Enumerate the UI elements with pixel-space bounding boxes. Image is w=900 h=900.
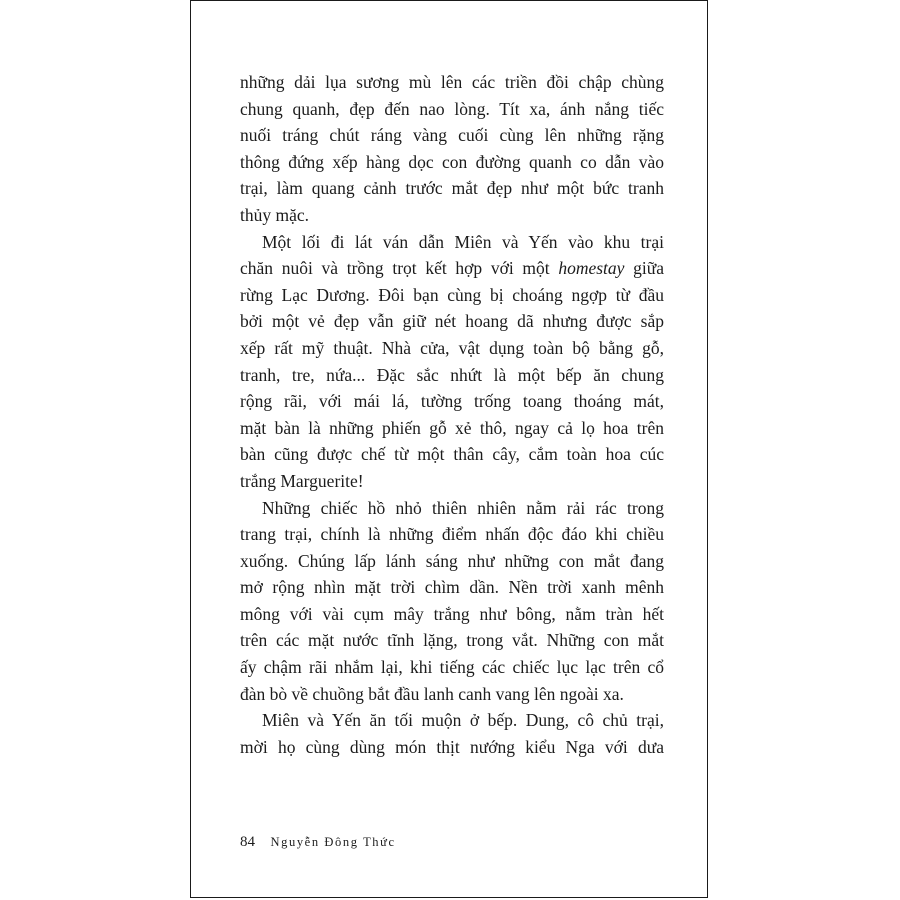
text-line: mặt bàn là những phiến gỗ xẻ thô, ngay cả lọ hoa trên	[240, 417, 664, 438]
text-line: thủy mặc.	[240, 204, 310, 225]
text-line: những dải lụa sương mù lên các triền đồi chập chùng	[240, 72, 664, 92]
body-text	[240, 69, 664, 760]
text-line: mời họ cùng dùng món thịt nướng kiểu Nga với dưa	[240, 736, 664, 757]
text-line: mở rộng nhìn mặt trời chìm dần. Nền trời xanh mênh	[240, 577, 664, 598]
text-line: bởi một vẻ đẹp vẫn giữ nét hoang dã nhưng được sắp	[240, 311, 664, 332]
text-line: trang trại, chính là những điểm nhấn độc đáo khi chiều	[240, 524, 664, 545]
text-line: chăn nuôi và trồng trọt kết hợp với một homestay giữa	[240, 258, 664, 279]
page-footer	[240, 834, 396, 851]
text-line: đàn bò về chuồng bắt đầu lanh canh vang lên ngoài xa.	[240, 683, 624, 704]
page-number: 84	[240, 834, 255, 850]
text-line: thông đứng xếp hàng dọc con đường quanh co dẫn vào	[240, 151, 664, 172]
paragraph	[240, 495, 664, 708]
book-page	[190, 0, 708, 898]
text-line: Một lối đi lát ván dẫn Miên và Yến vào khu trại	[262, 231, 664, 252]
paragraph	[240, 229, 664, 495]
text-line: chung quanh, đẹp đến nao lòng. Tít xa, ánh nắng tiếc	[240, 98, 664, 119]
text-line: mông với vài cụm mây trắng như bông, nằm tràn hết	[240, 603, 664, 624]
paragraph	[240, 707, 664, 760]
text-line: Những chiếc hồ nhỏ thiên nhiên nằm rải rác trong	[262, 497, 664, 518]
text-line: nuối tráng chút ráng vàng cuối cùng lên những rặng	[240, 125, 664, 146]
text-line: xuống. Chúng lấp lánh sáng như những con mắt đang	[240, 550, 664, 571]
text-line: bàn cũng được chế từ một thân cây, cắm toàn hoa cúc	[240, 444, 664, 465]
text-line: xếp rất mỹ thuật. Nhà cửa, vật dụng toàn bộ bằng gỗ,	[240, 337, 664, 358]
text-line: tranh, tre, nứa... Đặc sắc nhứt là một bếp ăn chung	[240, 364, 664, 385]
text-line: trại, làm quang cảnh trước mắt đẹp như một bức tranh	[240, 178, 664, 199]
text-line: trắng Marguerite!	[240, 470, 364, 491]
text-line: ấy chậm rãi nhắm lại, khi tiếng các chiếc lục lạc trên cổ	[240, 657, 664, 678]
text-line: Miên và Yến ăn tối muộn ở bếp. Dung, cô chủ trại,	[262, 710, 664, 731]
paragraph	[240, 69, 664, 229]
text-line: rộng rãi, với mái lá, tường trống toang thoáng mát,	[240, 391, 664, 412]
author-running-head: Nguyễn Đông Thức	[270, 835, 396, 849]
text-line: trên các mặt nước tĩnh lặng, trong vắt. Những con mắt	[240, 630, 664, 651]
text-line: rừng Lạc Dương. Đôi bạn cùng bị choáng ngợp từ đầu	[240, 284, 664, 305]
italic-word: homestay	[558, 258, 625, 279]
